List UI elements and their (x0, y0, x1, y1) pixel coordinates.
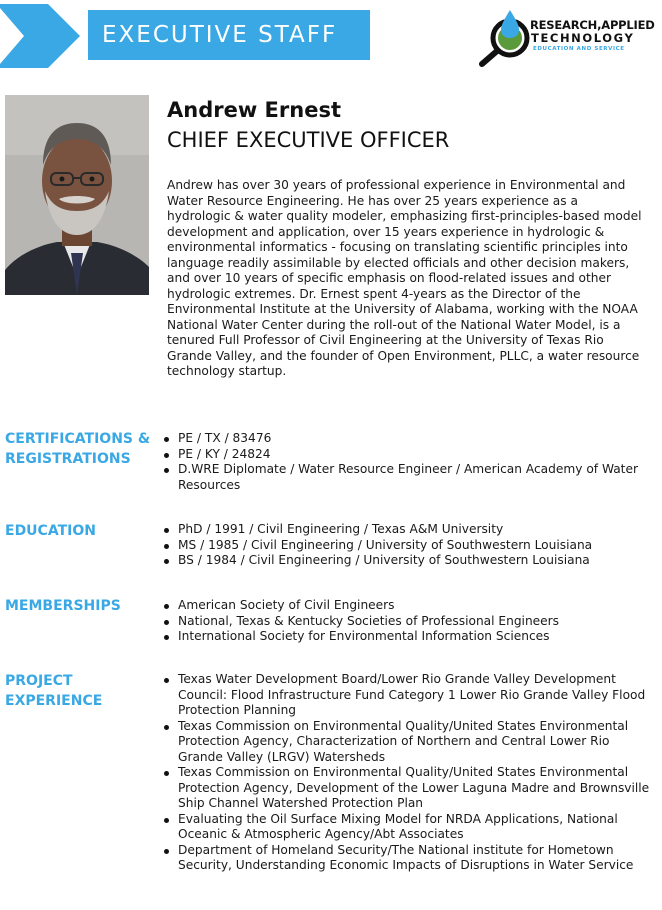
header-chevron-arrows (0, 4, 80, 68)
biography-paragraph: Andrew has over 30 years of professional experience in Environmental and Water Resource Engineering. He has over 25 years experience as a hydrologic & water quality modeler, emphasizing first-principles-based model development and application, over 15 years experience in hydrologic & environmental informatics - focusing on translating scientific principles into language readily assimilable by elected officials and other decision makers, and over 10 years of specific emphasis on flood-related issues and other hydrologic extremes. Dr. Ernest spent 4-years as the Director of the Environmental Institute at the University of Alabama, working with the NOAA National Water Center during the roll-out of the National Water Model, is a tenured Full Professor of Civil Engineering at the University of Texas Rio Grande Valley, and the founder of Open Environment, PLLC, a water resource technology startup. (167, 178, 642, 378)
list-item: Texas Commission on Environmental Quality/United States Environmental Protection Agency, Development of the Lower Laguna Madre and Brownsville Ship Channel Watershed Protection Plan (162, 765, 652, 812)
list-item: PhD / 1991 / Civil Engineering / Texas A&M University (162, 522, 652, 538)
list-item: PE / TX / 83476 (162, 431, 652, 447)
list-item: PE / KY / 24824 (162, 447, 652, 463)
logo-text-line1: RESEARCH,APPLIED (530, 18, 655, 32)
list-item: American Society of Civil Engineers (162, 598, 652, 614)
logo-text-line2: TECHNOLOGY (531, 31, 635, 45)
job-title: CHIEF EXECUTIVE OFFICER (167, 128, 450, 152)
list-item: MS / 1985 / Civil Engineering / University of Southwestern Louisiana (162, 538, 652, 554)
section-title-memberships: MEMBERSHIPS (5, 598, 121, 614)
section-title-certifications: CERTIFICATIONS & REGISTRATIONS (5, 431, 151, 467)
list-item: International Society for Environmental Information Sciences (162, 629, 652, 645)
company-logo (474, 4, 658, 68)
section-title-education: EDUCATION (5, 523, 96, 539)
projects-list (162, 672, 652, 874)
list-item: Texas Water Development Board/Lower Rio Grande Valley Development Council: Flood Infrastructure Fund Category 1 Lower Rio Grande Valley Flood Protection Planning (162, 672, 652, 719)
education-list (162, 522, 652, 569)
logo-tagline: EDUCATION AND SERVICE (533, 46, 625, 52)
memberships-list (162, 598, 652, 645)
banner-title: EXECUTIVE STAFF (102, 22, 338, 48)
list-item: Department of Homeland Security/The National institute for Hometown Security, Understanding Economic Impacts of Disruptions in Water Service (162, 843, 652, 874)
person-name: Andrew Ernest (167, 98, 341, 122)
list-item: BS / 1984 / Civil Engineering / University of Southwestern Louisiana (162, 553, 652, 569)
list-item: National, Texas & Kentucky Societies of Professional Engineers (162, 614, 652, 630)
section-title-project-experience: PROJECT EXPERIENCE (5, 673, 103, 709)
list-item: Evaluating the Oil Surface Mixing Model for NRDA Applications, National Oceanic & Atmospheric Agency/Abt Associates (162, 812, 652, 843)
section-banner (88, 10, 370, 60)
list-item: D.WRE Diplomate / Water Resource Engineer / American Academy of Water Resources (162, 462, 652, 493)
magnifier-droplet-icon (474, 4, 534, 68)
list-item: Texas Commission on Environmental Quality/United States Environmental Protection Agency, Characterization of Northern and Central Lower Rio Grande Valley (LRGV) Watersheds (162, 719, 652, 766)
certifications-list (162, 431, 652, 493)
profile-photo (5, 95, 149, 295)
